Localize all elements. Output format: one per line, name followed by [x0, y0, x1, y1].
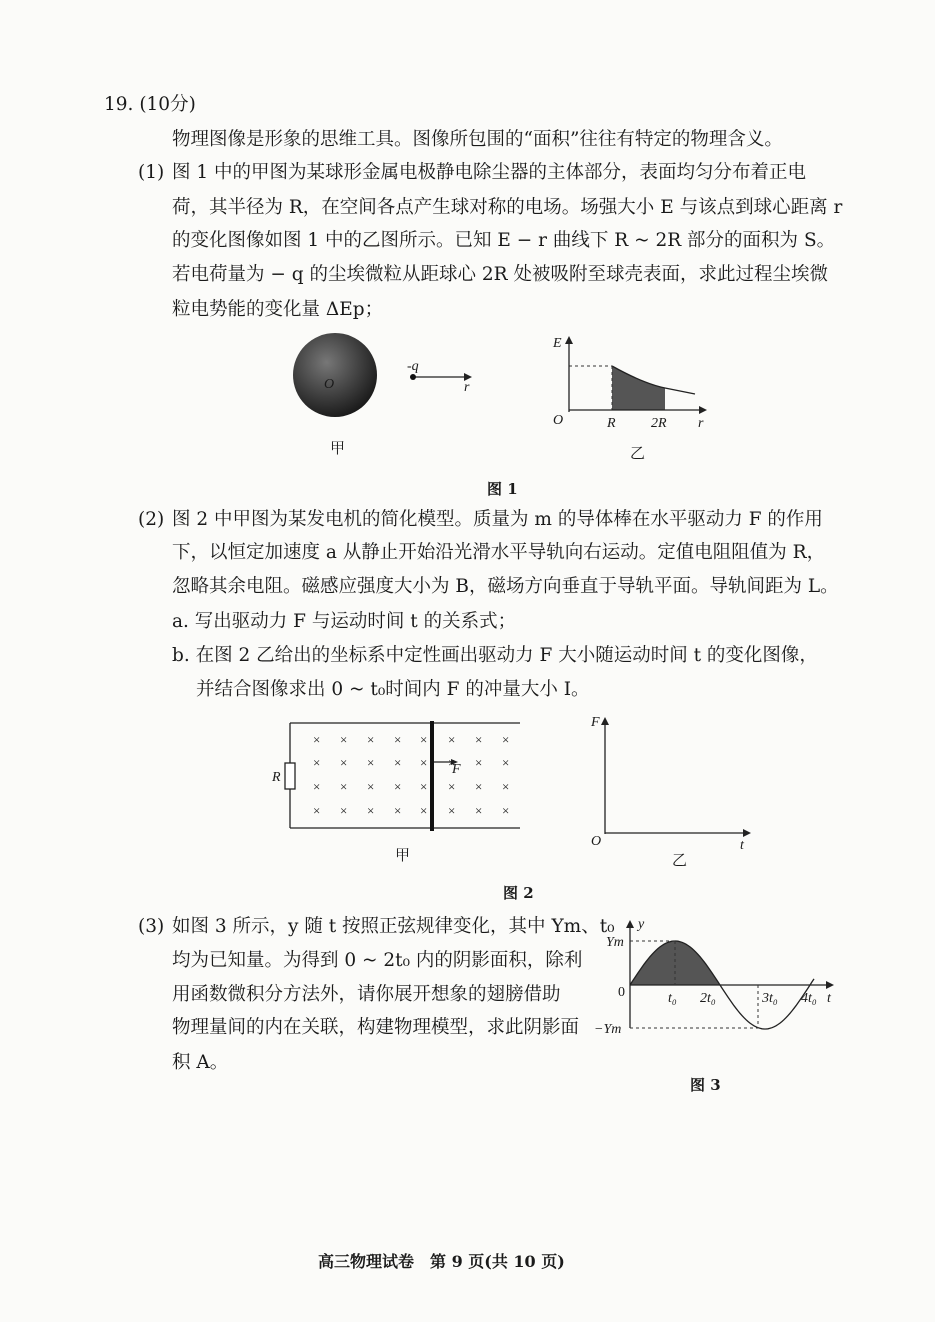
part1-label: (1): [138, 162, 165, 183]
part3-line: 物理量间的内在关联，构建物理模型，求此阴影面: [172, 1017, 580, 1038]
jia-label: 甲: [330, 441, 346, 457]
yi-label: 乙: [630, 446, 646, 462]
field-cross-icon: ×: [367, 803, 375, 818]
F-label: F: [591, 715, 600, 730]
charge-label: -q: [407, 359, 419, 374]
page-footer: 高三物理试卷 第 9 页(共 10 页): [318, 1252, 565, 1271]
field-cross-icon: ×: [448, 732, 456, 747]
tick-2t0: 2t₀: [700, 991, 716, 1006]
field-cross-icon: ×: [475, 755, 483, 770]
resistor: [285, 763, 295, 789]
y-label: y: [638, 917, 645, 932]
arrow-icon: [699, 406, 707, 414]
figure2-caption: 图 2: [503, 884, 534, 902]
question-number: [104, 93, 196, 117]
field-cross-icon: ×: [502, 803, 510, 818]
part2-label: (2): [138, 509, 165, 530]
resistor-label: R: [272, 770, 281, 785]
force-label: F: [452, 762, 461, 777]
r-label: r: [464, 380, 470, 395]
figure3-sine-graph: [590, 912, 840, 1047]
part1-line: 若电荷量为 − q 的尘埃微粒从距球心 2R 处被吸附至球壳表面，求此过程尘埃微: [172, 264, 828, 285]
figure1-sphere-diagram: [280, 325, 490, 465]
t-label: t: [740, 838, 744, 853]
arrow-icon: [565, 336, 573, 344]
figure2-generator-diagram: [268, 715, 528, 870]
yi-label: 乙: [672, 853, 688, 869]
field-cross-icon: ×: [475, 779, 483, 794]
figure2-F-t-axes: [585, 708, 765, 873]
magnetic-field-marks: [313, 732, 509, 818]
intro-text: 物理图像是形象的思维工具。图像所包围的“面积”往往有特定的物理含义。: [172, 129, 783, 150]
field-cross-icon: ×: [394, 755, 402, 770]
part3-line: 用函数微积分方法外，请你展开想象的翅膀借助: [172, 984, 561, 1005]
part1-line: 荷，其半径为 R，在空间各点产生球对称的电场。场强大小 E 与该点到球心距离 r: [172, 197, 843, 218]
field-cross-icon: ×: [313, 732, 321, 747]
tick-2R: 2R: [651, 416, 667, 431]
field-cross-icon: ×: [340, 732, 348, 747]
conductor-rod: [430, 721, 434, 831]
part1-line: 的变化图像如图 1 中的乙图所示。已知 E − r 曲线下 R ~ 2R 部分的面积为 S。: [172, 230, 836, 251]
part2-b: 并结合图像求出 0 ~ t₀时间内 F 的冲量大小 I。: [196, 679, 590, 700]
field-cross-icon: ×: [475, 732, 483, 747]
field-cross-icon: ×: [313, 755, 321, 770]
field-cross-icon: ×: [313, 779, 321, 794]
field-cross-icon: ×: [420, 755, 428, 770]
ymax-label: Ym: [606, 935, 624, 950]
origin-label: 0: [618, 985, 625, 1000]
part3-line: 均为已知量。为得到 0 ~ 2t₀ 内的阴影面积，除利: [172, 950, 583, 971]
field-cross-icon: ×: [420, 803, 428, 818]
field-cross-icon: ×: [313, 803, 321, 818]
part2-line: 下，以恒定加速度 a 从静止开始沿光滑水平导轨向右运动。定值电阻阻值为 R，: [172, 542, 826, 563]
center-label: O: [324, 377, 335, 392]
arrow-icon: [826, 981, 834, 989]
shaded-area: [612, 366, 665, 410]
E-label: E: [553, 336, 562, 351]
part1-line: 粒电势能的变化量 ΔEp；: [172, 299, 384, 320]
tick-3t0: 3t₀: [762, 991, 778, 1006]
metal-sphere: [293, 333, 377, 417]
figure3-caption: 图 3: [690, 1076, 721, 1094]
field-cross-icon: ×: [502, 732, 510, 747]
part3-label: (3): [138, 916, 165, 937]
origin-label: O: [553, 413, 564, 428]
dust-particle: [410, 374, 416, 380]
field-cross-icon: ×: [367, 755, 375, 770]
tick-t0: t₀: [668, 991, 677, 1006]
field-cross-icon: ×: [475, 803, 483, 818]
field-cross-icon: ×: [394, 732, 402, 747]
field-cross-icon: ×: [340, 755, 348, 770]
number-text: 19.: [104, 94, 134, 115]
part2-b: b. 在图 2 乙给出的坐标系中定性画出驱动力 F 大小随运动时间 t 的变化图像，: [172, 645, 818, 666]
field-cross-icon: ×: [448, 755, 456, 770]
field-cross-icon: ×: [420, 779, 428, 794]
field-cross-icon: ×: [448, 803, 456, 818]
arrow-icon: [601, 717, 609, 725]
field-cross-icon: ×: [340, 779, 348, 794]
tick-R: R: [607, 416, 616, 431]
tick-4t0: 4t₀: [801, 991, 817, 1006]
jia-label: 甲: [395, 848, 411, 864]
field-cross-icon: ×: [502, 779, 510, 794]
field-cross-icon: ×: [340, 803, 348, 818]
part2-line: 图 2 中甲图为某发电机的简化模型。质量为 m 的导体棒在水平驱动力 F 的作用: [172, 509, 823, 530]
part3-line: 如图 3 所示，y 随 t 按照正弦规律变化，其中 Ym、t₀: [172, 916, 615, 937]
part3-line: 积 A。: [172, 1052, 229, 1073]
t-label: t: [827, 991, 831, 1006]
figure1-E-r-graph: [545, 330, 720, 465]
field-cross-icon: ×: [394, 779, 402, 794]
arrow-icon: [626, 920, 634, 928]
r-label: r: [698, 416, 704, 431]
part2-line: 忽略其余电阻。磁感应强度大小为 B，磁场方向垂直于导轨平面。导轨间距为 L。: [172, 576, 839, 597]
part1-line: 图 1 中的甲图为某球形金属电极静电除尘器的主体部分，表面均匀分布着正电: [172, 162, 807, 183]
origin-label: O: [591, 834, 602, 849]
field-cross-icon: ×: [448, 779, 456, 794]
figure1-caption: 图 1: [487, 480, 518, 498]
field-cross-icon: ×: [502, 755, 510, 770]
ymin-label: −Ym: [594, 1022, 622, 1037]
field-cross-icon: ×: [420, 732, 428, 747]
field-cross-icon: ×: [394, 803, 402, 818]
field-cross-icon: ×: [367, 779, 375, 794]
points-text: (10分): [139, 94, 196, 115]
field-cross-icon: ×: [367, 732, 375, 747]
arrow-icon: [743, 829, 751, 837]
part2-a: a. 写出驱动力 F 与运动时间 t 的关系式；: [172, 611, 517, 632]
